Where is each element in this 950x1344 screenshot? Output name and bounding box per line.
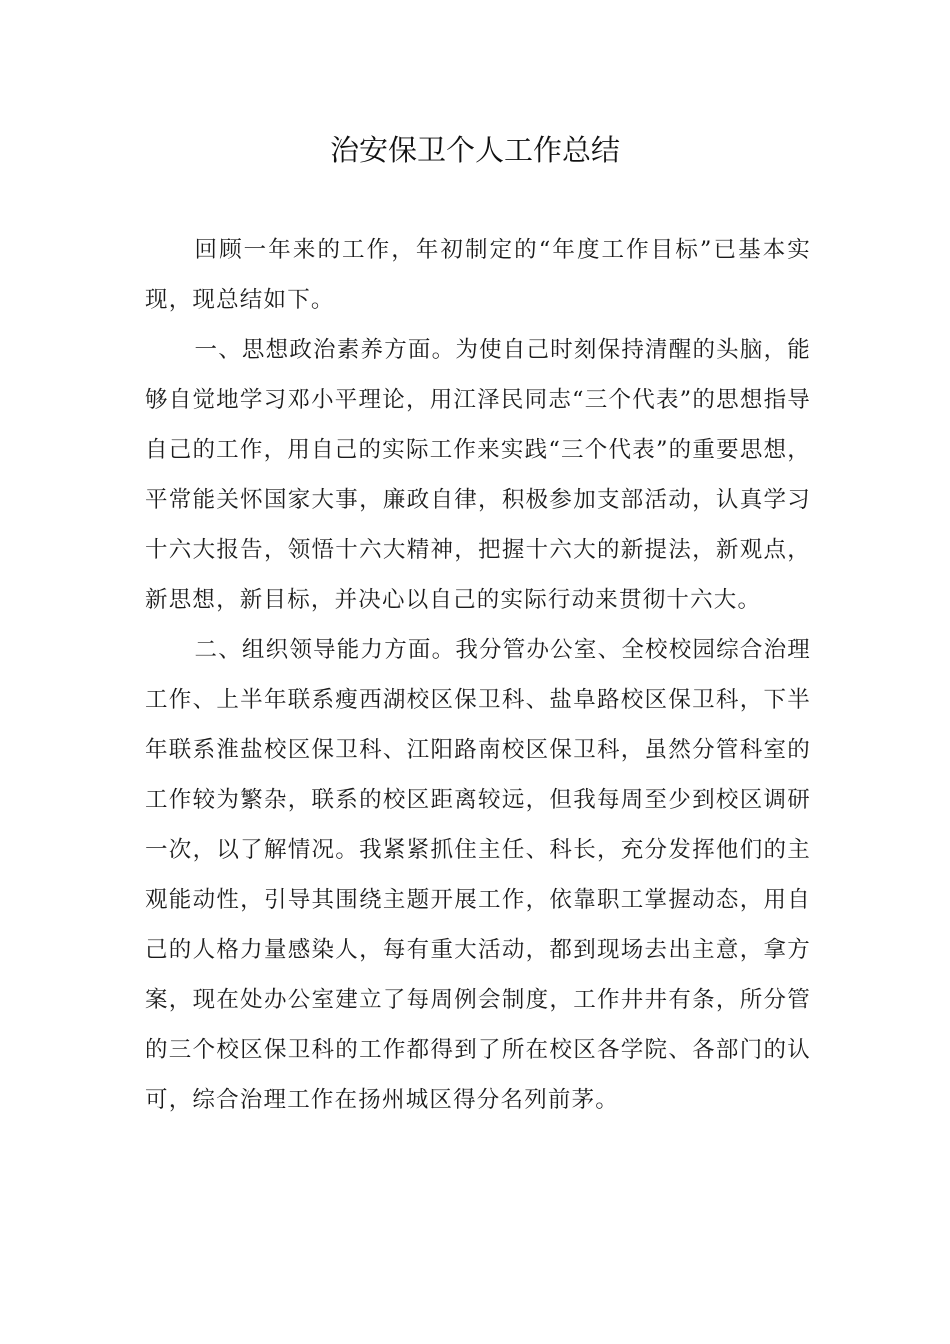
document-body: [145, 225, 811, 1125]
paragraph-leadership-ability: 二、组织领导能力方面。我分管办公室、全校校园综合治理工作、上半年联系瘦西湖校区保卫科、盐阜路校区保卫科，下半年联系淮盐校区保卫科、江阳路南校区保卫科，虽然分管科室的工作较为繁杂，联系的校区距离较远，但我每周至少到校区调研一次，以了解情况。我紧紧抓住主任、科长，充分发挥他们的主观能动性，引导其围绕主题开展工作，依靠职工掌握动态，用自己的人格力量感染人，每有重大活动，都到现场去出主意，拿方案，现在处办公室建立了每周例会制度，工作井井有条，所分管的三个校区保卫科的工作都得到了所在校区各学院、各部门的认可，综合治理工作在扬州城区得分名列前茅。: [145, 637, 811, 1113]
document-title: 治安保卫个人工作总结: [329, 133, 620, 167]
paragraph-intro: 回顾一年来的工作，年初制定的“年度工作目标”已基本实现，现总结如下。: [145, 237, 811, 313]
paragraph-political-quality: 一、思想政治素养方面。为使自己时刻保持清醒的头脑，能够自觉地学习邓小平理论，用江泽民同志“三个代表”的思想指导自己的工作，用自己的实际工作来实践“三个代表”的重要思想，平常能关怀国家大事，廉政自律，积极参加支部活动，认真学习十六大报告，领悟十六大精神，把握十六大的新提法，新观点，新思想，新目标，并决心以自己的实际行动来贯彻十六大。: [145, 337, 811, 613]
